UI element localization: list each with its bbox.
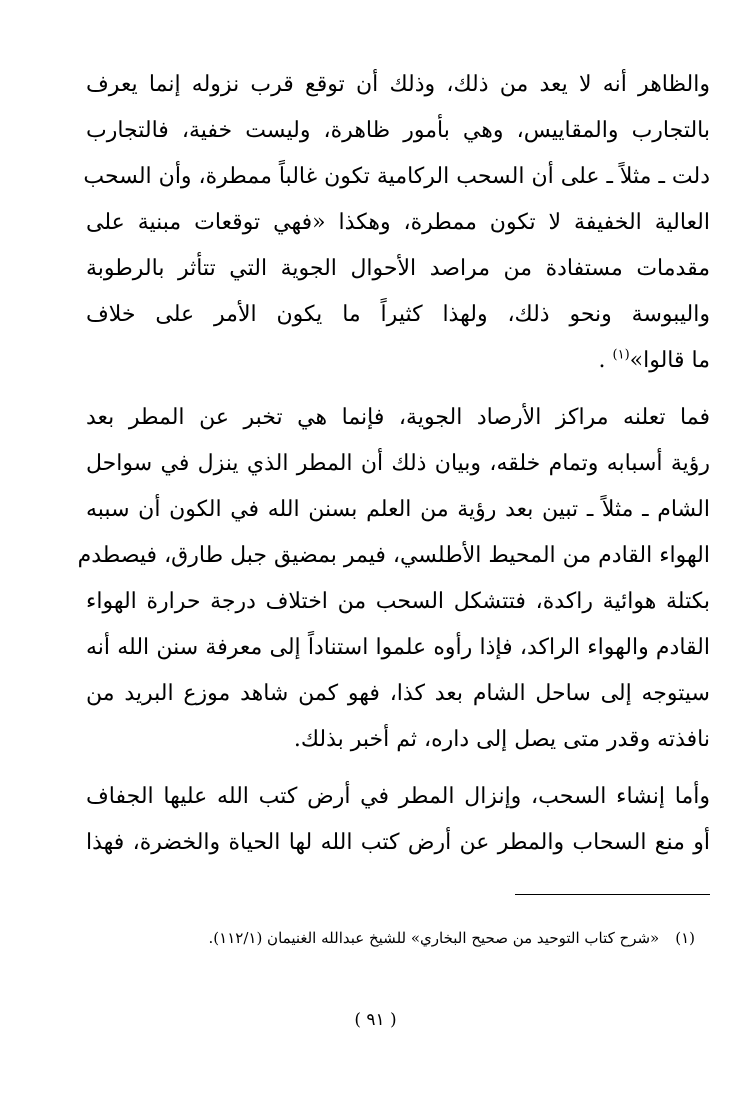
page-number: ( ٩١ ): [354, 1010, 397, 1030]
paragraph-1: [83, 62, 710, 384]
paragraph-1-period: .: [598, 348, 606, 373]
paragraph-2-line-8: نافذته وقدر متى يصل إلى داره، ثم أخبر بذلك.: [293, 727, 710, 752]
footnote-text: «شرح كتاب التوحيد من صحيح البخاري» للشيخ عبدالله الغنيمان (١١٢/١).: [208, 929, 660, 947]
paragraph-2-line-7: سيتوجه إلى ساحل الشام بعد كذا، فهو كمن شاهد موزع البريد من: [86, 681, 710, 706]
paragraph-1-line-3: دلت ـ مثلاً ـ على أن السحب الركامية تكون غالباً ممطرة، وأن السحب: [83, 164, 710, 189]
paragraph-2-line-6: القادم والهواء الراكد، فإذا رأوه علموا استناداً إلى معرفة سنن الله أنه: [86, 635, 710, 660]
paragraph-1-line-1: والظاهر أنه لا يعد من ذلك، وذلك أن توقع قرب نزوله إنما يعرف: [86, 72, 710, 97]
page-body: [77, 62, 710, 866]
paragraph-1-line-6: واليبوسة ونحو ذلك، ولهذا كثيراً ما يكون الأمر على خلاف: [86, 302, 710, 327]
paragraph-1-line-5: مقدمات مستفادة من مراصد الأحوال الجوية التي تتأثر بالرطوبة: [86, 256, 710, 281]
paragraph-2-line-5: بكتلة هوائية راكدة، فتتشكل السحب من اختلاف درجة حرارة الهواء: [86, 589, 710, 614]
paragraph-2-line-2: رؤية أسبابه وتمام خلقه، وبيان ذلك أن المطر الذي ينزل في سواحل: [86, 451, 710, 476]
paragraph-3-line-1: وأما إنشاء السحب، وإنزال المطر في أرض كتب الله عليها الجفاف: [86, 784, 710, 809]
paragraph-1-line-2: بالتجارب والمقاييس، وهي بأمور ظاهرة، وليست خفية، فالتجارب: [86, 118, 710, 143]
footnote-number: (١): [675, 929, 695, 947]
paragraph-2-line-4: الهواء القادم من المحيط الأطلسي، فيمر بمضيق جبل طارق، فيصطدم: [77, 543, 710, 568]
paragraph-1-line-4: العالية الخفيفة لا تكون ممطرة، وهكذا «فهي توقعات مبنية على: [86, 210, 710, 235]
paragraph-1-line-7: [86, 338, 710, 384]
footnote-divider: [515, 894, 710, 895]
paragraph-3: [86, 774, 710, 866]
footnote-reference[interactable]: (١): [612, 347, 630, 363]
footnote: [209, 926, 695, 950]
paragraph-1-last-text: ما قالوا»: [629, 348, 710, 373]
paragraph-3-line-2: أو منع السحاب والمطر عن أرض كتب الله لها الحياة والخضرة، فهذا: [86, 830, 710, 855]
paragraph-2-line-3: الشام ـ مثلاً ـ تبين بعد رؤية من العلم بسنن الله في الكون أن سببه: [86, 497, 710, 522]
paragraph-2-line-1: فما تعلنه مراكز الأرصاد الجوية، فإنما هي تخبر عن المطر بعد: [86, 405, 710, 430]
paragraph-2: [77, 395, 710, 763]
